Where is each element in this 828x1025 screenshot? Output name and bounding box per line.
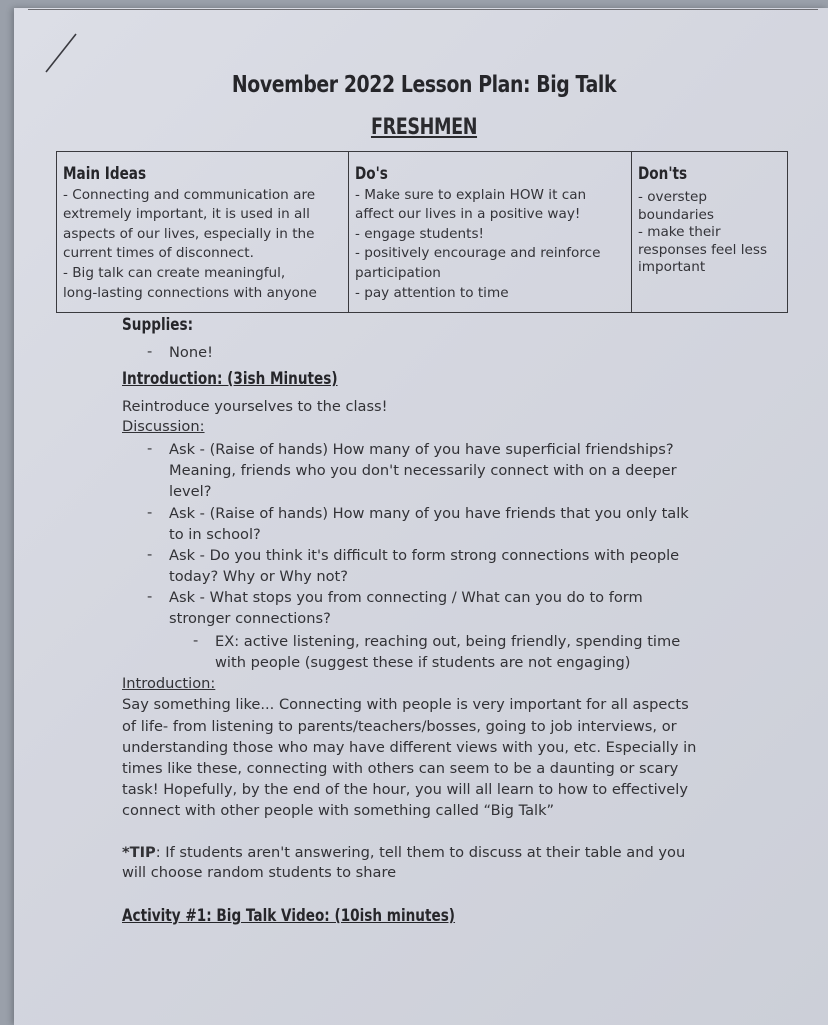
dos-line: participation — [355, 264, 441, 281]
dos-line: - Make sure to explain HOW it can — [355, 186, 587, 203]
lesson-title: November 2022 Lesson Plan: Big Talk — [231, 72, 617, 98]
dos-header: Do's — [355, 164, 388, 184]
question-line: to in school? — [169, 526, 261, 543]
intro-paragraph-line: connect with other people with something called “Big Talk” — [122, 802, 555, 819]
tip-text: : If students aren't answering, tell them to discuss at their table and you — [155, 844, 686, 861]
main-ideas-line: - Connecting and communication are — [63, 186, 316, 203]
donts-header: Don'ts — [638, 164, 688, 184]
donts-line: important — [638, 259, 706, 276]
bullet-dash: - — [147, 343, 153, 360]
bullet-dash: - — [147, 546, 153, 563]
supplies-item: None! — [169, 344, 213, 361]
reintroduce-text: Reintroduce yourselves to the class! — [122, 398, 388, 415]
main-ideas-line: - Big talk can create meaningful, — [63, 264, 286, 281]
dos-line: - positively encourage and reinforce — [355, 245, 601, 262]
main-ideas-line: current times of disconnect. — [63, 245, 254, 262]
main-ideas-line: extremely important, it is used in all — [63, 206, 310, 223]
donts-cell — [632, 152, 788, 313]
dos-line: - engage students! — [355, 225, 484, 242]
example-line: with people (suggest these if students are not engaging) — [215, 654, 631, 671]
main-ideas-header: Main Ideas — [63, 164, 147, 184]
main-ideas-cell — [57, 152, 349, 313]
tip-line — [122, 842, 685, 863]
question-line: today? Why or Why not? — [169, 568, 349, 585]
donts-line: boundaries — [638, 206, 714, 223]
ideas-table — [56, 151, 788, 313]
donts-line: - overstep — [638, 189, 707, 205]
question-line: stronger connections? — [169, 610, 331, 627]
intro-paragraph-line: task! Hopefully, by the end of the hour, you will all learn to how to effectively — [122, 781, 688, 798]
question-line: Ask - (Raise of hands) How many of you have friends that you only talk — [169, 505, 689, 522]
bullet-dash: - — [193, 632, 199, 649]
supplies-heading: Supplies: — [122, 315, 194, 335]
dos-line: affect our lives in a positive way! — [355, 206, 581, 223]
main-ideas-line: aspects of our lives, especially in the — [63, 225, 315, 242]
tip-label: *TIP — [122, 844, 156, 861]
donts-line: - make their — [638, 224, 721, 241]
main-ideas-line: long-lasting connections with anyone — [63, 284, 317, 301]
bullet-dash: - — [147, 588, 153, 605]
activity-heading: Activity #1: Big Talk Video: (10ish minutes) — [122, 906, 456, 926]
question-line: level? — [169, 483, 212, 500]
intro-paragraph-line: of life- from listening to parents/teachers/bosses, going to job interviews, or — [122, 718, 677, 735]
introduction-label: Introduction: — [122, 675, 216, 692]
intro-paragraph-line: times like these, connecting with others can seem to be a daunting or scary — [122, 760, 679, 777]
top-rule — [28, 9, 818, 10]
discussion-label: Discussion: — [122, 418, 205, 435]
dos-line: - pay attention to time — [355, 284, 509, 301]
intro-paragraph-line: understanding those who may have different views with you, etc. Especially in — [122, 739, 697, 756]
dos-cell — [349, 152, 632, 313]
pen-mark-icon — [40, 30, 80, 76]
question-line: Meaning, friends who you don't necessarily connect with on a deeper — [169, 462, 677, 479]
question-line: Ask - (Raise of hands) How many of you have superficial friendships? — [169, 441, 674, 458]
bullet-dash: - — [147, 504, 153, 521]
question-line: Ask - What stops you from connecting / What can you do to form — [169, 589, 643, 606]
intro-paragraph-line: Say something like... Connecting with people is very important for all aspects — [122, 696, 689, 713]
tip-line: will choose random students to share — [122, 864, 397, 881]
donts-line: responses feel less — [638, 241, 768, 258]
introduction-heading: Introduction: (3ish Minutes) — [122, 369, 338, 389]
grade-subtitle: FRESHMEN — [370, 115, 478, 140]
bullet-dash: - — [147, 440, 153, 457]
question-line: Ask - Do you think it's difficult to form strong connections with people — [169, 547, 680, 564]
example-line: EX: active listening, reaching out, being friendly, spending time — [215, 633, 681, 650]
